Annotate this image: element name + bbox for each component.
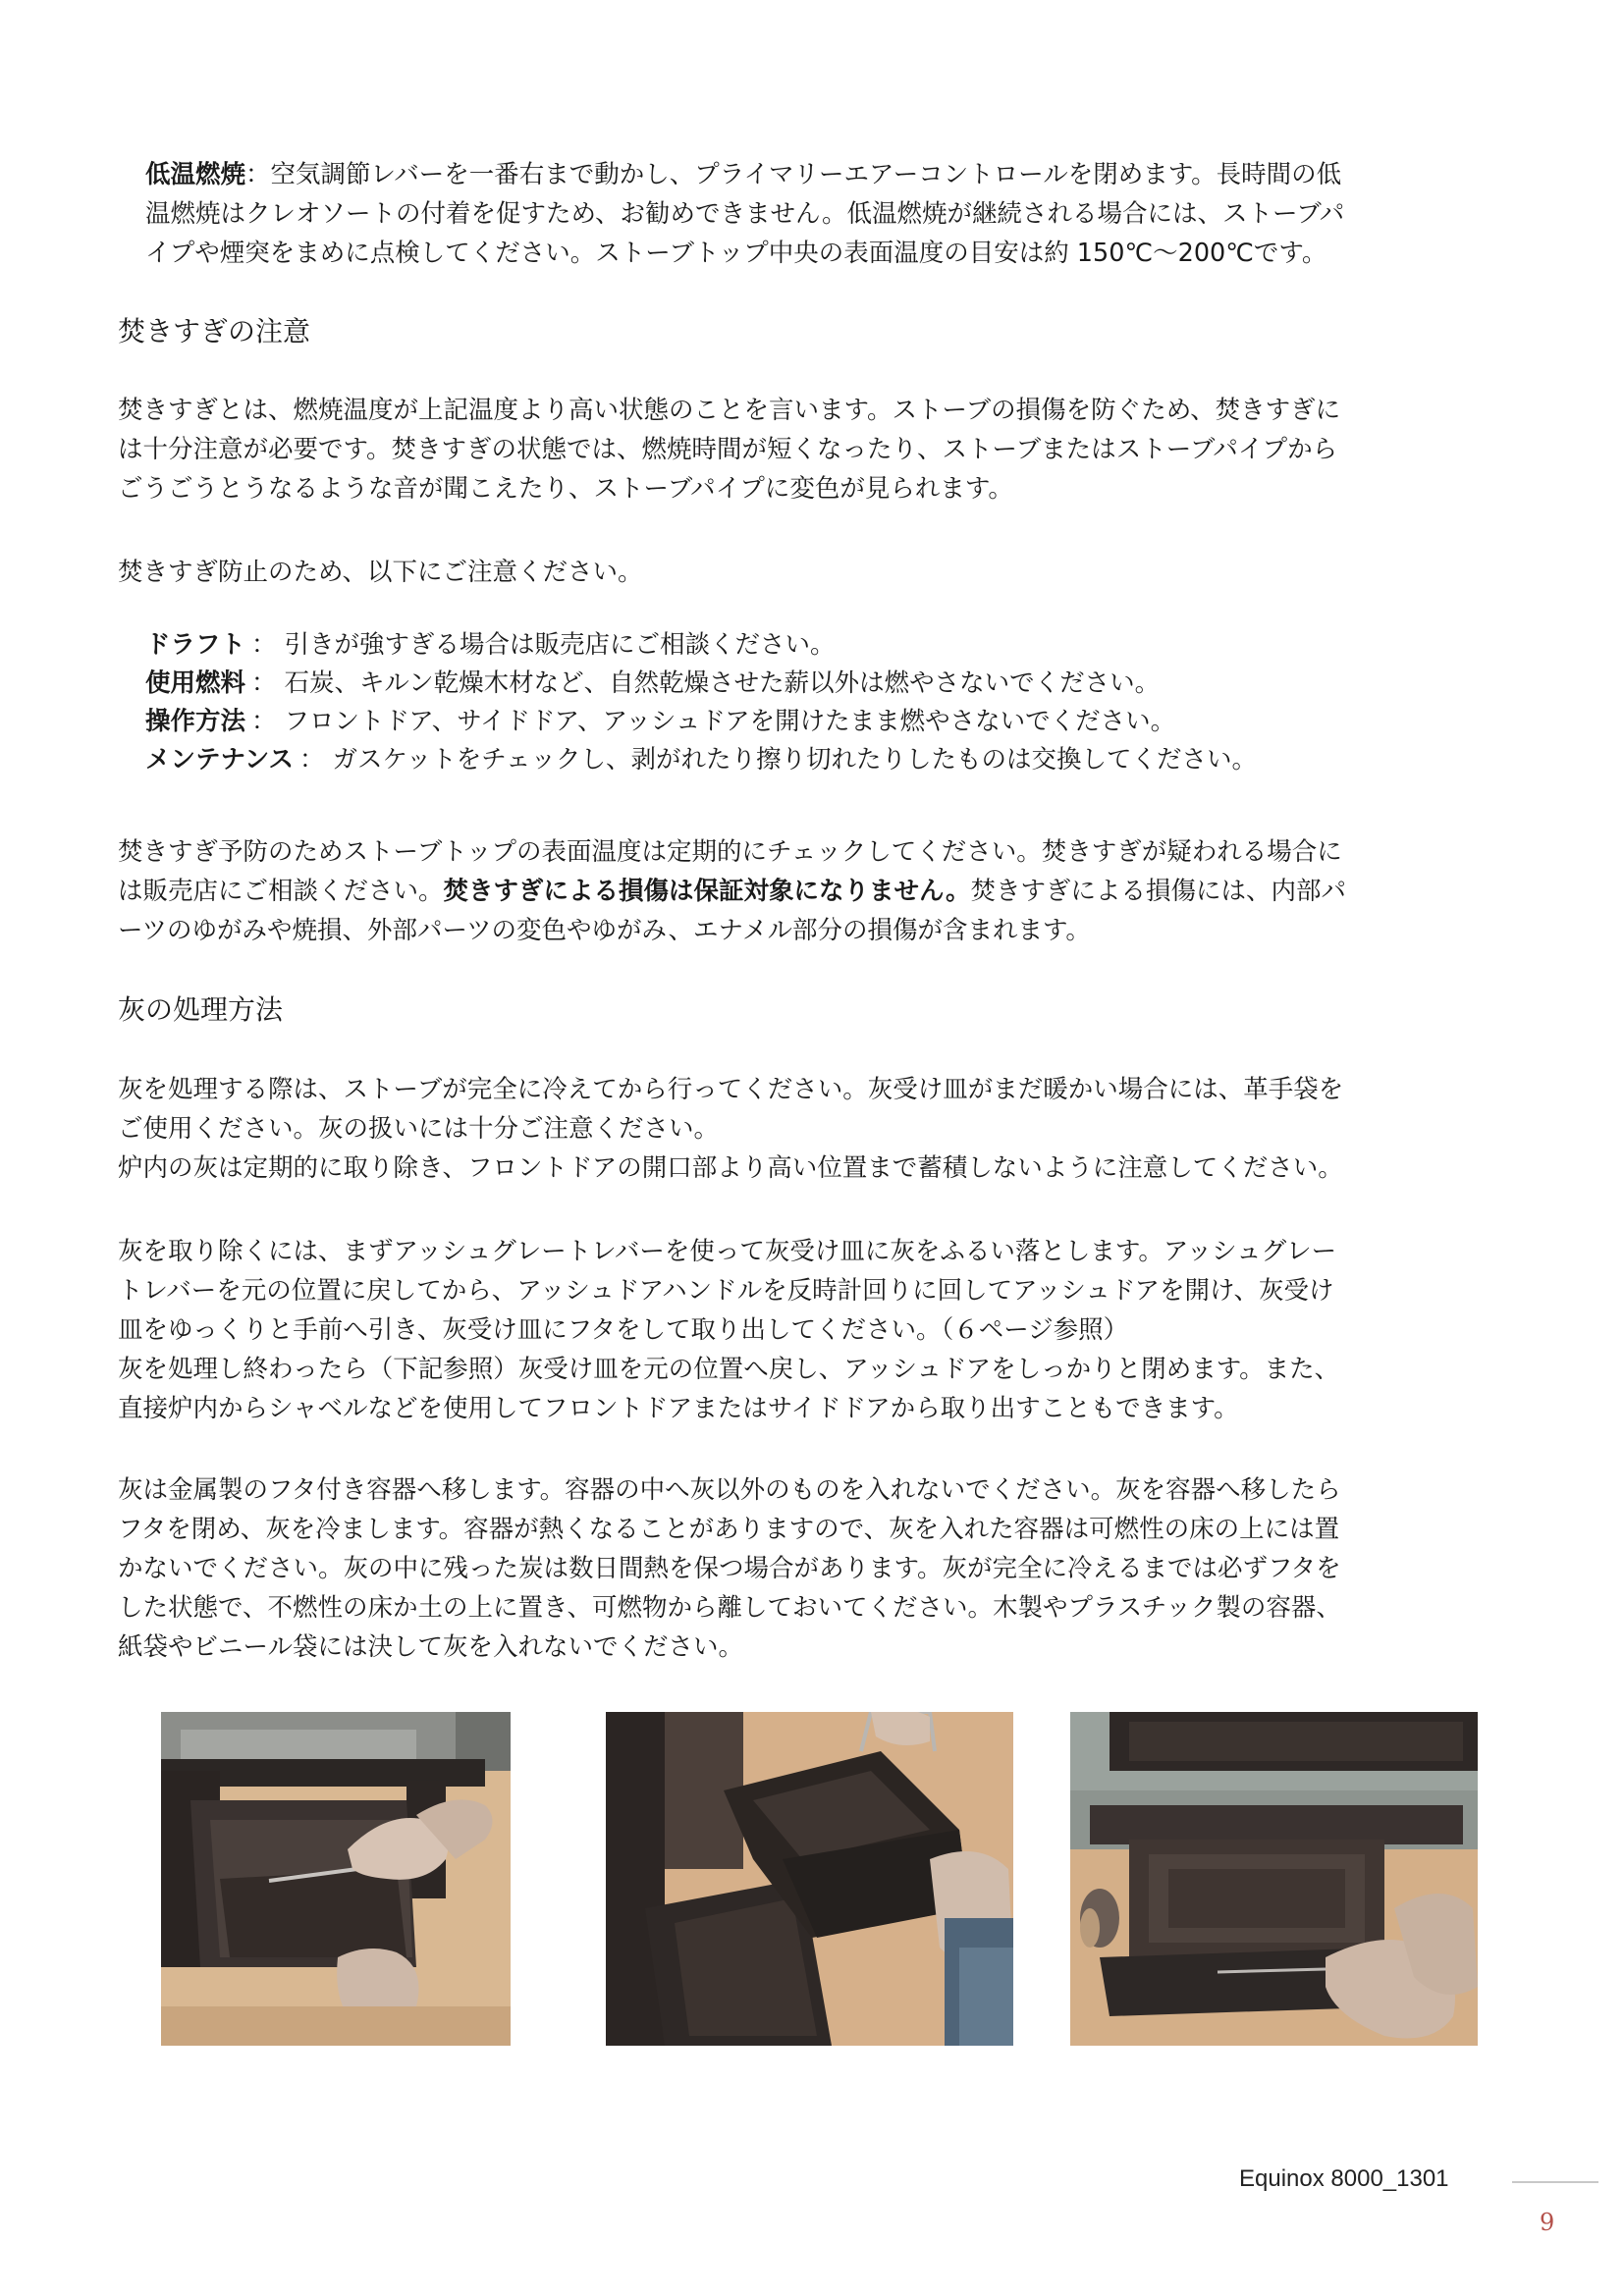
ash-p2-line-1: 灰を取り除くには、まずアッシュグレートレバーを使って灰受け皿に灰をふるい落とします。アッシュグレー — [118, 1237, 1337, 1266]
ash-p3-line-2: フタを閉め、灰を冷まします。容器が熱くなることがありますので、灰を入れた容器は可燃性の床の上には置 — [118, 1515, 1340, 1544]
ash-p1-line-1: 灰を処理する際は、ストーブが完全に冷えてから行ってください。灰受け皿がまだ暖かい場合には、革手袋を — [118, 1075, 1344, 1104]
overfire-p1-line-1: 焚きすぎとは、燃焼温度が上記温度より高い状態のことを言います。ストーブの損傷を防ぐため、焚きすぎに — [118, 396, 1341, 425]
photo-ash-pan-under-stove — [1070, 1712, 1478, 2046]
low-temp-line-3: イプや煙突をまめに点検してください。ストーブトップ中央の表面温度の目安は約 150℃～200℃です。 — [145, 239, 1327, 268]
ash-p3-line-3: かないでください。灰の中に残った炭は数日間熱を保つ場合があります。灰が完全に冷えるまでは必ずフタを — [118, 1554, 1341, 1583]
photo-ash-grate-lever — [161, 1712, 511, 2046]
ash-paragraph-2 — [118, 1232, 1339, 1428]
ash-p2-line-3: 皿をゆっくりと手前へ引き、灰受け皿にフタをして取り出してください。（６ページ参照） — [118, 1315, 1129, 1345]
overfire-heading: 焚きすぎの注意 — [118, 315, 311, 347]
precaution-item-maintenance: メンテナンス ： ガスケットをチェックし、剥がれたり擦り切れたりしたものは交換してください。 — [145, 745, 1257, 774]
ash-paragraph-1 — [118, 1070, 1343, 1188]
photo-ash-pan-carry — [606, 1712, 1013, 2046]
overfire-p2-line: 焚きすぎ防止のため、以下にご注意ください。 — [118, 558, 643, 587]
ash-p1-line-2: ご使用ください。灰の扱いには十分ご注意ください。 — [118, 1114, 720, 1144]
precaution-item-draft: ドラフト ： 引きが強すぎる場合は販売店にご相談ください。 — [145, 630, 836, 660]
overfire-p1-line-3: ごうごうとうなるような音が聞こえたり、ストーブパイプに変色が見られます。 — [118, 474, 1013, 504]
low-temp-term: 低温燃焼 — [145, 160, 246, 189]
low-temp-line-1: 低温燃焼：空気調節レバーを一番右まで動かし、プライマリーエアーコントロールを閉めます。長時間の低 — [145, 160, 1342, 189]
ash-p2-line-2: トレバーを元の位置に戻してから、アッシュドアハンドルを反時計回りに回してアッシュドアを開け、灰受け — [118, 1276, 1334, 1306]
overfire-paragraph-1 — [118, 391, 1340, 508]
ash-p1-line-3: 炉内の灰は定期的に取り除き、フロントドアの開口部より高い位置まで蓄積しないように注意してください。 — [118, 1153, 1343, 1183]
ash-p2-line-5: 直接炉内からシャベルなどを使用してフロントドアまたはサイドドアから取り出すこともできます。 — [118, 1394, 1239, 1423]
ash-heading: 灰の処理方法 — [118, 993, 284, 1026]
warranty-warning: 焚きすぎによる損傷は保証対象になりません。 — [443, 877, 971, 906]
ash-p3-line-5: 紙袋やビニール袋には決して灰を入れないでください。 — [118, 1632, 743, 1662]
ash-p2-line-4: 灰を処理し終わったら（下記参照）灰受け皿を元の位置へ戻し、アッシュドアをしっかりと閉めます。また、 — [118, 1355, 1340, 1384]
ash-p3-line-1: 灰は金属製のフタ付き容器へ移します。容器の中へ灰以外のものを入れないでください。灰を容器へ移したら — [118, 1475, 1341, 1505]
ash-p3-line-4: した状態で、不燃性の床か土の上に置き、可燃物から離しておいてください。木製やプラスチック製の容器、 — [118, 1593, 1341, 1623]
document-id: Equinox 8000_1301 — [1239, 2165, 1449, 2192]
overfire-p3-line-3: ーツのゆがみや焼損、外部パーツの変色やゆがみ、エナメル部分の損傷が含まれます。 — [118, 916, 1091, 945]
low-temp-paragraph — [145, 155, 1344, 273]
overfire-paragraph-3 — [118, 832, 1346, 950]
page-number: 9 — [1540, 2209, 1555, 2236]
precaution-item-operation: 操作方法 ： フロントドア、サイドドア、アッシュドアを開けたまま燃やさないでください。 — [145, 707, 1176, 736]
ash-paragraph-3 — [118, 1470, 1341, 1667]
low-temp-line-2: 温燃焼はクレオソートの付着を促すため、お勧めできません。低温燃焼が継続される場合には、ストーブパ — [145, 199, 1345, 229]
overfire-precaution-list — [145, 626, 1257, 779]
precaution-item-fuel: 使用燃料 ： 石炭、キルン乾燥木材など、自然乾燥させた薪以外は燃やさないでください。 — [145, 668, 1161, 698]
overfire-paragraph-2 — [118, 553, 642, 592]
overfire-p3-line-2: は販売店にご相談ください。焚きすぎによる損傷は保証対象になりません。焚きすぎによる損傷には、内部パ — [118, 877, 1347, 906]
overfire-p3-line-1: 焚きすぎ予防のためストーブトップの表面温度は定期的にチェックしてください。焚きすぎが疑われる場合に — [118, 837, 1342, 867]
overfire-p1-line-2: は十分注意が必要です。焚きすぎの状態では、燃焼時間が短くなったり、ストーブまたはストーブパイプから — [118, 435, 1338, 464]
footer-rule — [1512, 2181, 1598, 2183]
